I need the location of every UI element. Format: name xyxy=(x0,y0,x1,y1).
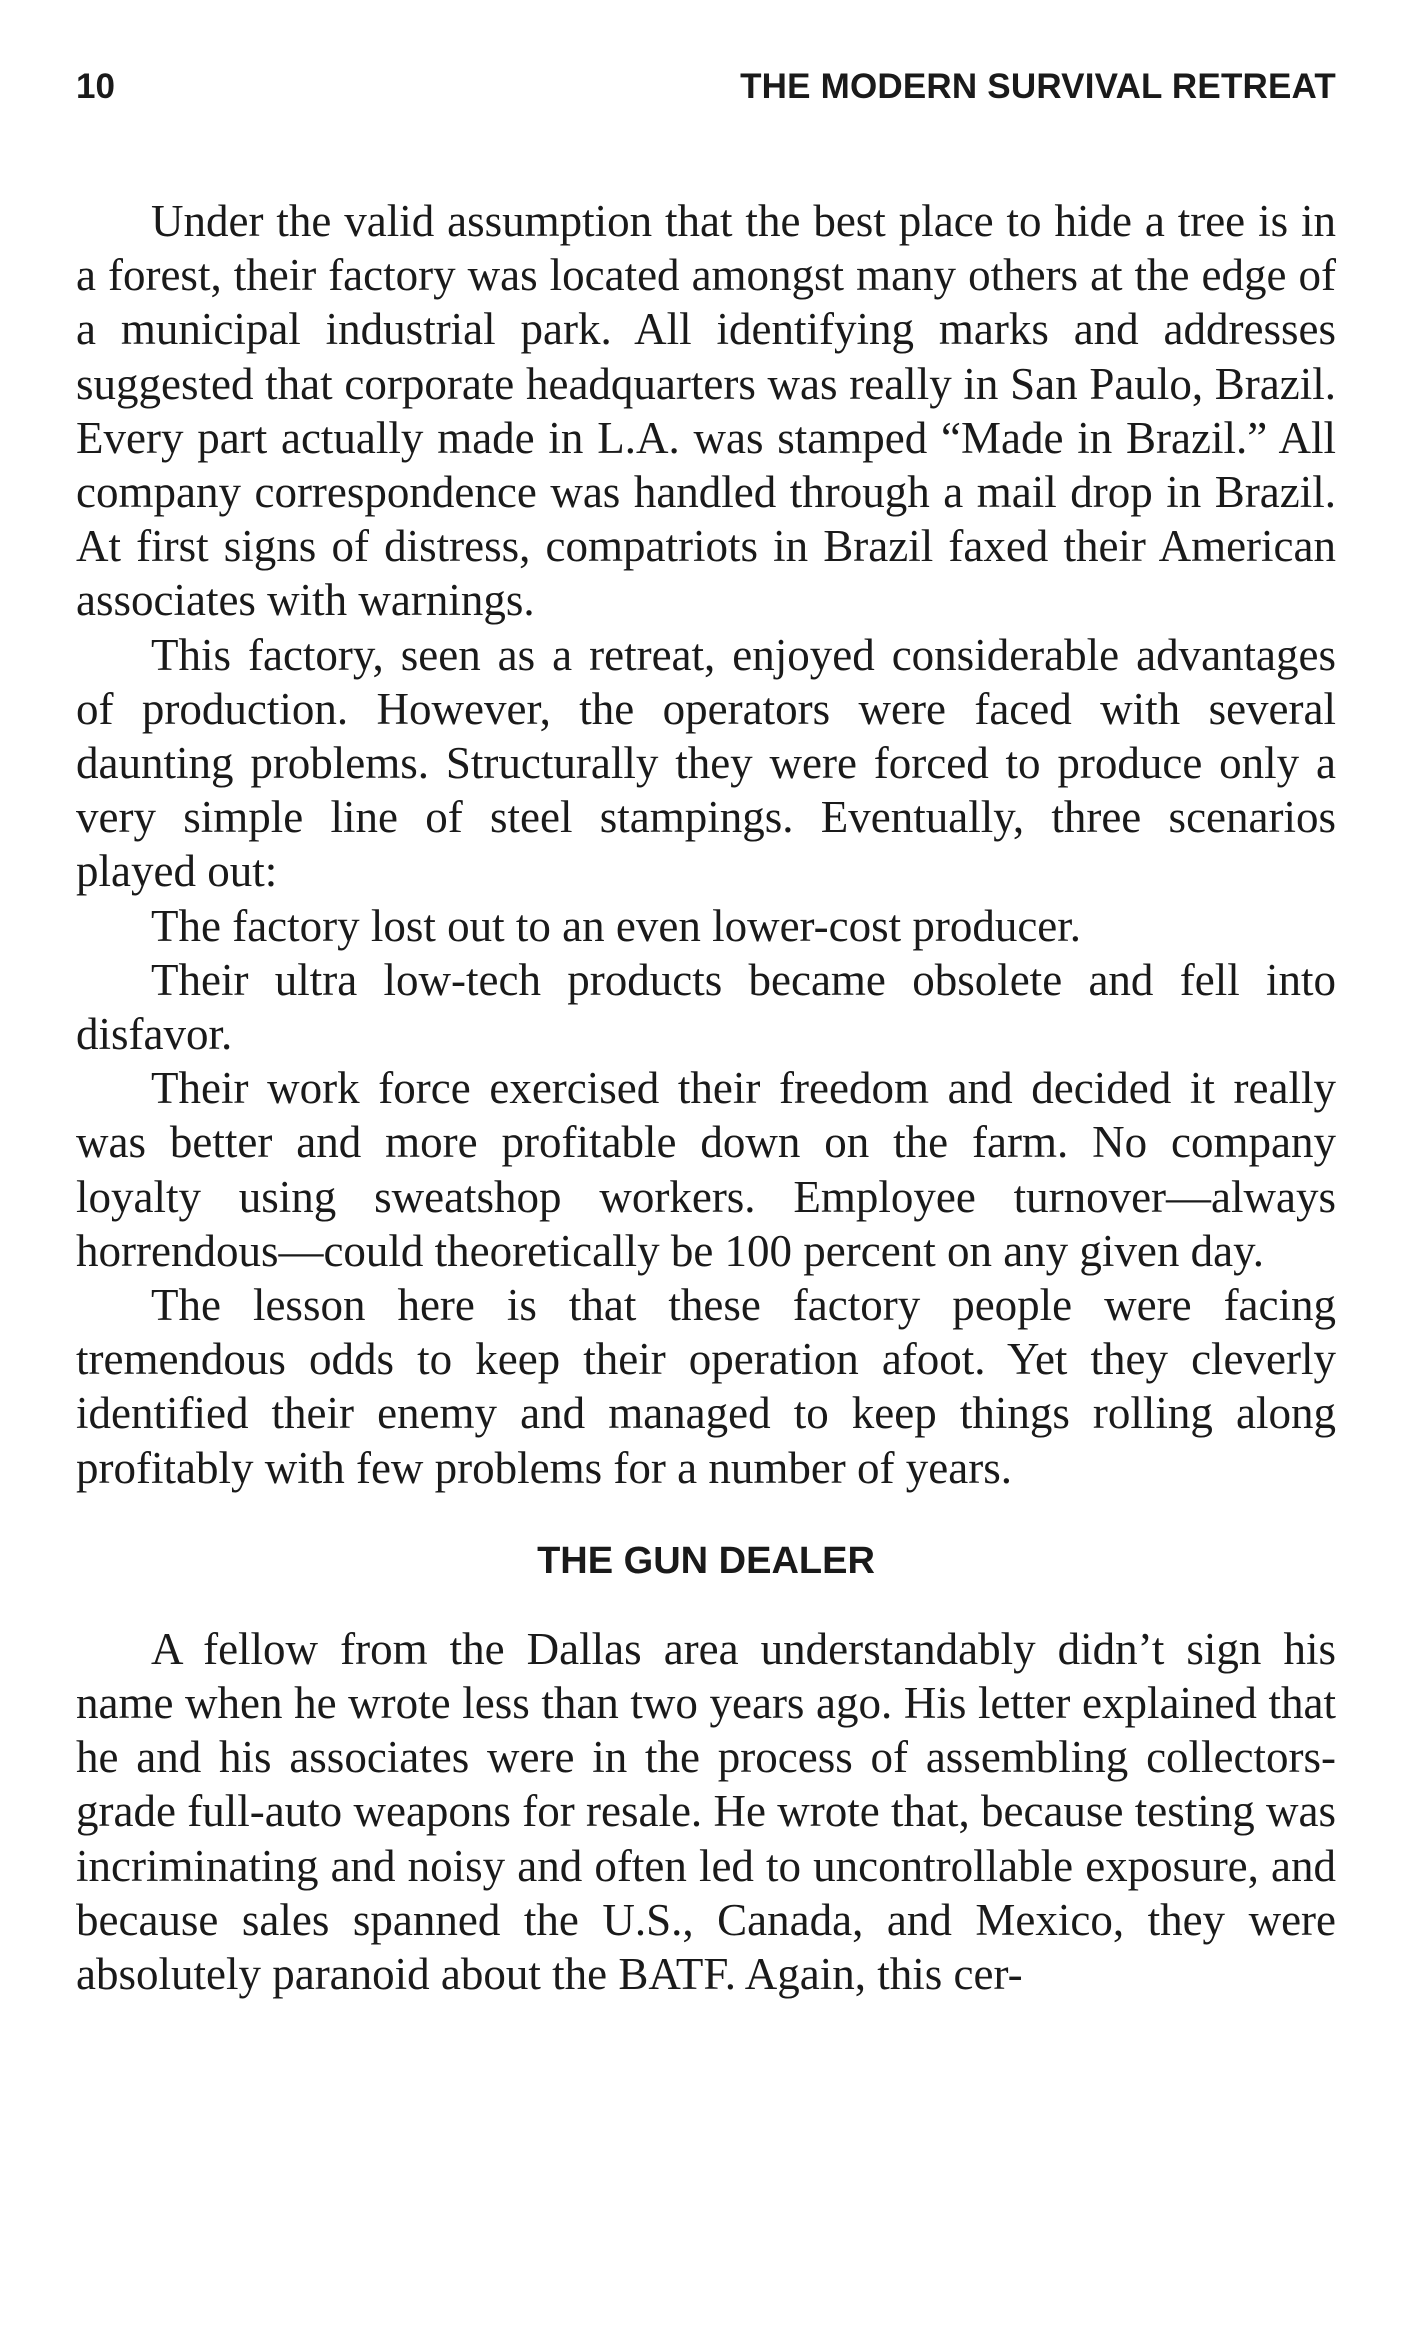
paragraph: Their work force exercised their freedom and decided it really was better and more profitable down on the farm. No company loyalty using sweatshop workers. Employee turnover—always horrendous—could theoretically be 100 percent on any given day. xyxy=(76,1063,1336,1276)
body-text xyxy=(76,194,1336,2001)
running-header xyxy=(76,62,1336,112)
book-title: THE MODERN SURVIVAL RETREAT xyxy=(740,67,1336,106)
paragraph: The lesson here is that these factory people were facing tremendous odds to keep their operation afoot. Yet they cleverly identified their enemy and managed to keep things rolling along profitably with few problems for a number of years. xyxy=(76,1280,1336,1493)
paragraph: The factory lost out to an even lower-cost producer. xyxy=(151,900,1082,951)
book-page xyxy=(76,0,1336,2352)
page-number: 10 xyxy=(76,67,115,106)
paragraph: Their ultra low-tech products became obsolete and fell into disfavor. xyxy=(76,954,1336,1060)
paragraph: This factory, seen as a retreat, enjoyed considerable advantages of production. However, the operators were faced with several daunting problems. Structurally they were forced to produce only a very simple line of steel stampings. Eventually, three scenarios played out: xyxy=(76,629,1336,897)
section-heading: THE GUN DEALER xyxy=(537,1539,875,1582)
paragraph: A fellow from the Dallas area understandably didn’t sign his name when he wrote less than two years ago. His letter explained that he and his associates were in the process of assembling collectors-grade full-auto weapons for resale. He wrote that, because testing was incriminating and noisy and often led to uncontrollable exposure, and because sales spanned the U.S., Canada, and Mexico, they were absolutely paranoid about the BATF. Again, this cer- xyxy=(76,1623,1336,2000)
paragraph: Under the valid assumption that the best place to hide a tree is in a forest, their factory was located amongst many others at the edge of a municipal industrial park. All identifying marks and addresses suggested that corporate headquarters was really in San Paulo, Brazil. Every part actually made in L.A. was stamped “Made in Brazil.” All company correspondence was handled through a mail drop in Brazil. At first signs of distress, compatriots in Brazil faxed their American associates with warnings. xyxy=(76,196,1336,626)
